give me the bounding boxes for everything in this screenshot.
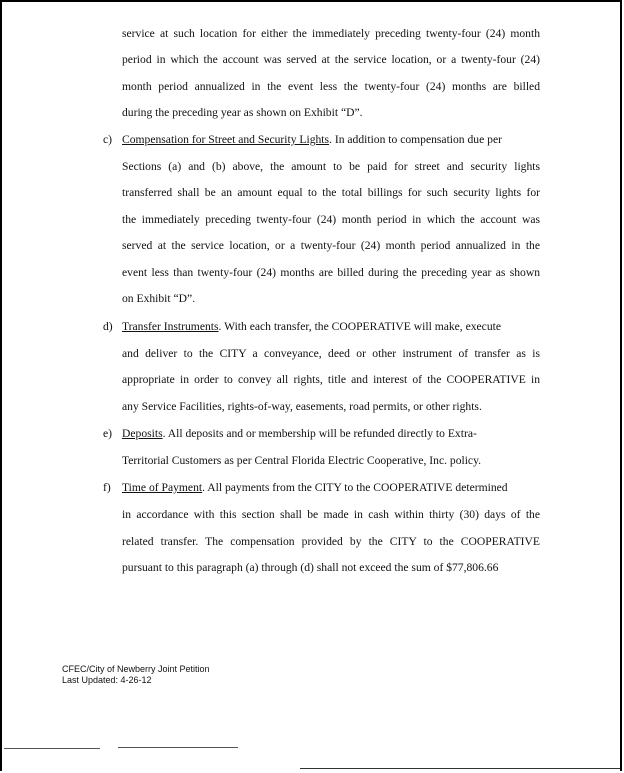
section-f-marker: f) [103, 481, 111, 494]
scan-artifact-line [300, 768, 620, 769]
section-c-line-5: served at the service location, or a twenty-four (24) month period annualized in the [122, 239, 540, 252]
section-f-heading: Time of Payment [122, 481, 203, 494]
section-c-heading: Compensation for Street and Security Lights [122, 133, 330, 146]
footer-line-2: Last Updated: 4-26-12 [62, 675, 152, 685]
section-c-line-2: Sections (a) and (b) above, the amount to be paid for street and security lights [122, 160, 540, 173]
section-c-first-line [122, 133, 502, 147]
section-c-line-1: . In addition to compensation due per [329, 133, 502, 146]
section-d-marker: d) [103, 320, 113, 333]
section-d-line-4: any Service Facilities, rights-of-way, easements, road permits, or other rights. [122, 400, 482, 413]
section-f-line-1: . All payments from the CITY to the COOPERATIVE determined [202, 481, 508, 494]
scan-artifact-line [118, 747, 238, 748]
continuation-line-2: period in which the account was served at the service location, or a twenty-four (24) [122, 53, 540, 66]
section-d-first-line [122, 320, 501, 334]
continuation-line-3: month period annualized in the event less the twenty-four (24) months are billed [122, 80, 540, 93]
section-d-line-3: appropriate in order to convey all rights, title and interest of the COOPERATIVE in [122, 373, 540, 386]
section-f-line-2: in accordance with this section shall be made in cash within thirty (30) days of the [122, 508, 540, 521]
footer-line-1: CFEC/City of Newberry Joint Petition [62, 664, 210, 674]
section-e-line-1: . All deposits and or membership will be refunded directly to Extra- [162, 427, 477, 440]
section-c-line-7: on Exhibit “D”. [122, 292, 196, 305]
section-c-line-4: the immediately preceding twenty-four (24) month period in which the account was [122, 213, 540, 226]
continuation-line-4: during the preceding year as shown on Exhibit “D”. [122, 106, 363, 119]
section-f-first-line [122, 481, 508, 495]
section-e-marker: e) [103, 427, 113, 440]
section-e-heading: Deposits [122, 427, 163, 440]
section-f-line-3: related transfer. The compensation provided by the CITY to the COOPERATIVE [122, 535, 540, 548]
section-d-heading: Transfer Instruments [122, 320, 219, 333]
section-f-line-4: pursuant to this paragraph (a) through (d) shall not exceed the sum of $77,806.66 [122, 561, 499, 574]
section-c-marker: c) [103, 133, 113, 146]
section-d-line-2: and deliver to the CITY a conveyance, deed or other instrument of transfer as is [122, 347, 540, 360]
section-c-line-6: event less than twenty-four (24) months are billed during the preceding year as shown [122, 266, 540, 279]
section-e-first-line [122, 427, 477, 441]
section-c-line-3: transferred shall be an amount equal to the total billings for such security lights for [122, 186, 540, 199]
section-e-line-2: Territorial Customers as per Central Florida Electric Cooperative, Inc. policy. [122, 454, 482, 467]
section-d-line-1: . With each transfer, the COOPERATIVE will make, execute [218, 320, 501, 333]
scan-artifact-line [4, 748, 100, 749]
continuation-line-1: service at such location for either the immediately preceding twenty-four (24) month [122, 27, 540, 40]
